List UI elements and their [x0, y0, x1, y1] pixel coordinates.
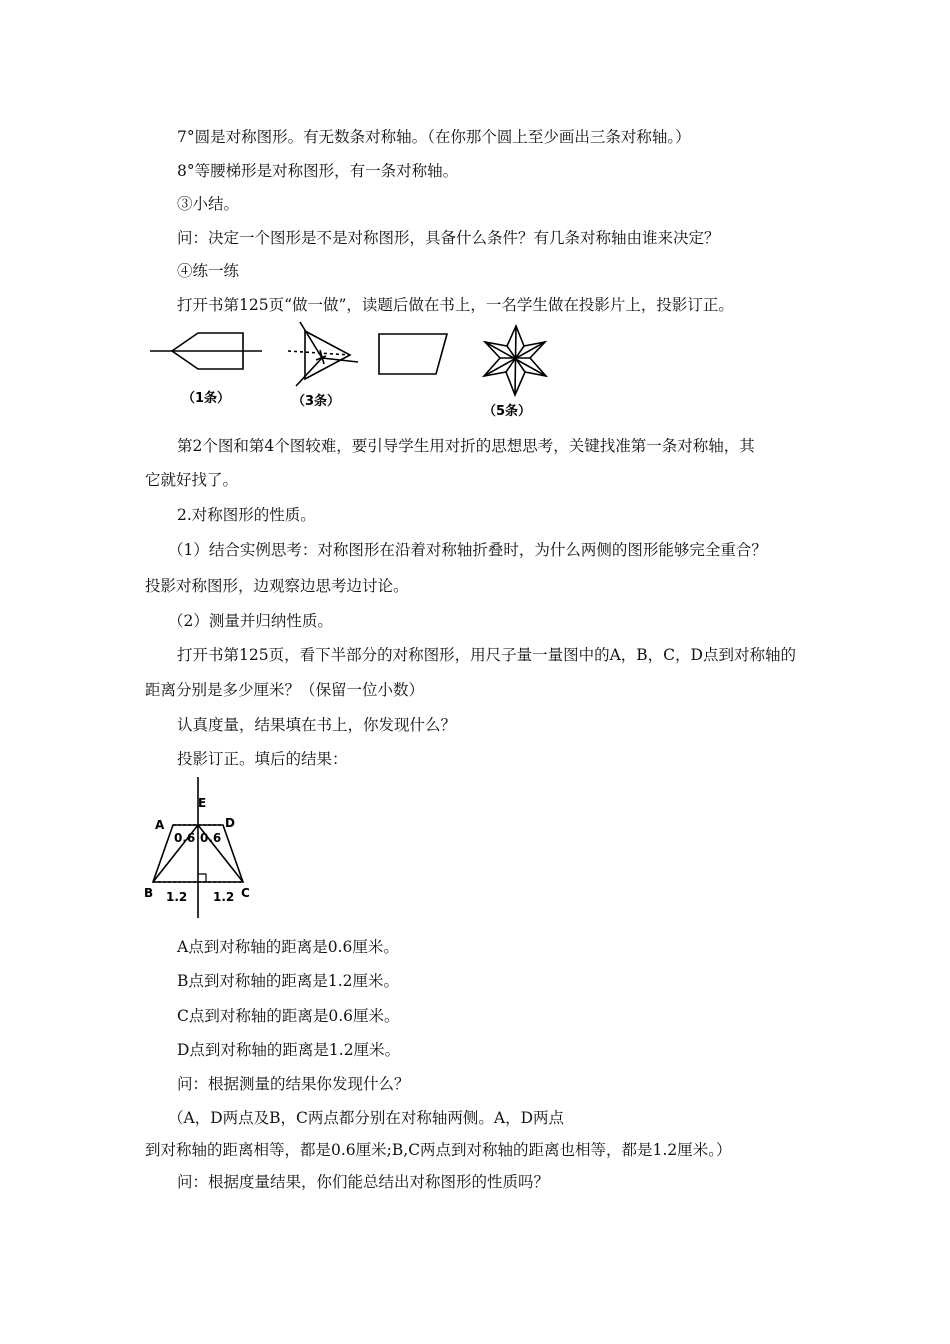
text-line-answer: （A，D两点及B，C两点都分别在对称轴两侧。A，D两点: [168, 1109, 564, 1127]
text-line-question-2: 问：根据测量的结果你发现什么？: [177, 1075, 410, 1093]
text-line-c-distance: C点到对称轴的距离是0.6厘米。: [177, 1007, 400, 1025]
text-line-discuss: 投影对称图形，边观察边思考边讨论。: [145, 577, 409, 595]
caption-figure-1: （1条）: [182, 391, 231, 406]
text-line-question-1: 问：决定一个图形是不是对称图形，具备什么条件？有几条对称轴由谁来决定？: [177, 229, 720, 247]
text-line-careful-measure: 认真度量，结果填在书上，你发现什么？: [177, 716, 457, 734]
text-line-summary: ③小结。: [177, 195, 240, 213]
label-distance-a: 0.6: [174, 831, 196, 845]
text-line-a-distance: A点到对称轴的距离是0.6厘米。: [177, 938, 399, 956]
text-line-b-distance: B点到对称轴的距离是1.2厘米。: [177, 972, 400, 990]
figure-triangle: [288, 322, 358, 386]
text-line-open-book: 打开书第125页“做一做”，读题后做在书上，一名学生做在投影片上，投影订正。: [177, 296, 734, 314]
label-point-e: E: [198, 796, 207, 810]
text-line-measure: （2）测量并归纳性质。: [168, 612, 333, 630]
text-line-practice: ④练一练: [177, 262, 240, 280]
label-point-a: A: [155, 818, 165, 832]
text-line-properties-heading: 2.对称图形的性质。: [177, 506, 316, 524]
label-distance-c: 1.2: [213, 890, 235, 904]
text-line-answer-cont: 到对称轴的距离相等，都是0.6厘米;B,C两点到对称轴的距离也相等，都是1.2厘米。）: [145, 1141, 732, 1159]
text-line-trapezoid: 8°等腰梯形是对称图形，有一条对称轴。: [177, 162, 459, 180]
text-line-d-distance: D点到对称轴的距离是1.2厘米。: [177, 1041, 401, 1059]
label-point-d: D: [225, 816, 235, 830]
practice-figures: [140, 320, 560, 425]
label-point-c: C: [241, 886, 250, 900]
figure-star: [484, 326, 546, 395]
text-line-difficulty: 第2个图和第4个图较难，要引导学生用对折的思想思考，关键找准第一条对称轴，其: [177, 437, 755, 455]
text-line-think: （1）结合实例思考：对称图形在沿着对称轴折叠时，为什么两侧的图形能够完全重合？: [168, 541, 767, 559]
text-line-distance-question: 距离分别是多少厘米？（保留一位小数）: [145, 681, 425, 699]
caption-figure-4: （5条）: [483, 404, 532, 419]
text-line-result-intro: 投影订正。填后的结果：: [177, 750, 348, 768]
text-line-difficulty-cont: 它就好找了。: [145, 471, 239, 489]
label-distance-d: 0.6: [200, 831, 222, 845]
figure-parallelogram: [379, 334, 447, 374]
text-line-question-3: 问：根据度量结果，你们能总结出对称图形的性质吗？: [177, 1173, 550, 1191]
text-line-circle: 7°圆是对称图形。有无数条对称轴。（在你那个圆上至少画出三条对称轴。）: [177, 128, 691, 146]
trapezoid-diagram: [140, 775, 265, 920]
text-line-open-book-2: 打开书第125页，看下半部分的对称图形，用尺子量一量图中的A，B，C，D点到对称轴的: [177, 646, 796, 664]
label-distance-b: 1.2: [166, 890, 188, 904]
figure-arrow-pentagon: [150, 333, 262, 369]
label-point-b: B: [144, 886, 154, 900]
caption-figure-2: （3条）: [292, 394, 341, 409]
